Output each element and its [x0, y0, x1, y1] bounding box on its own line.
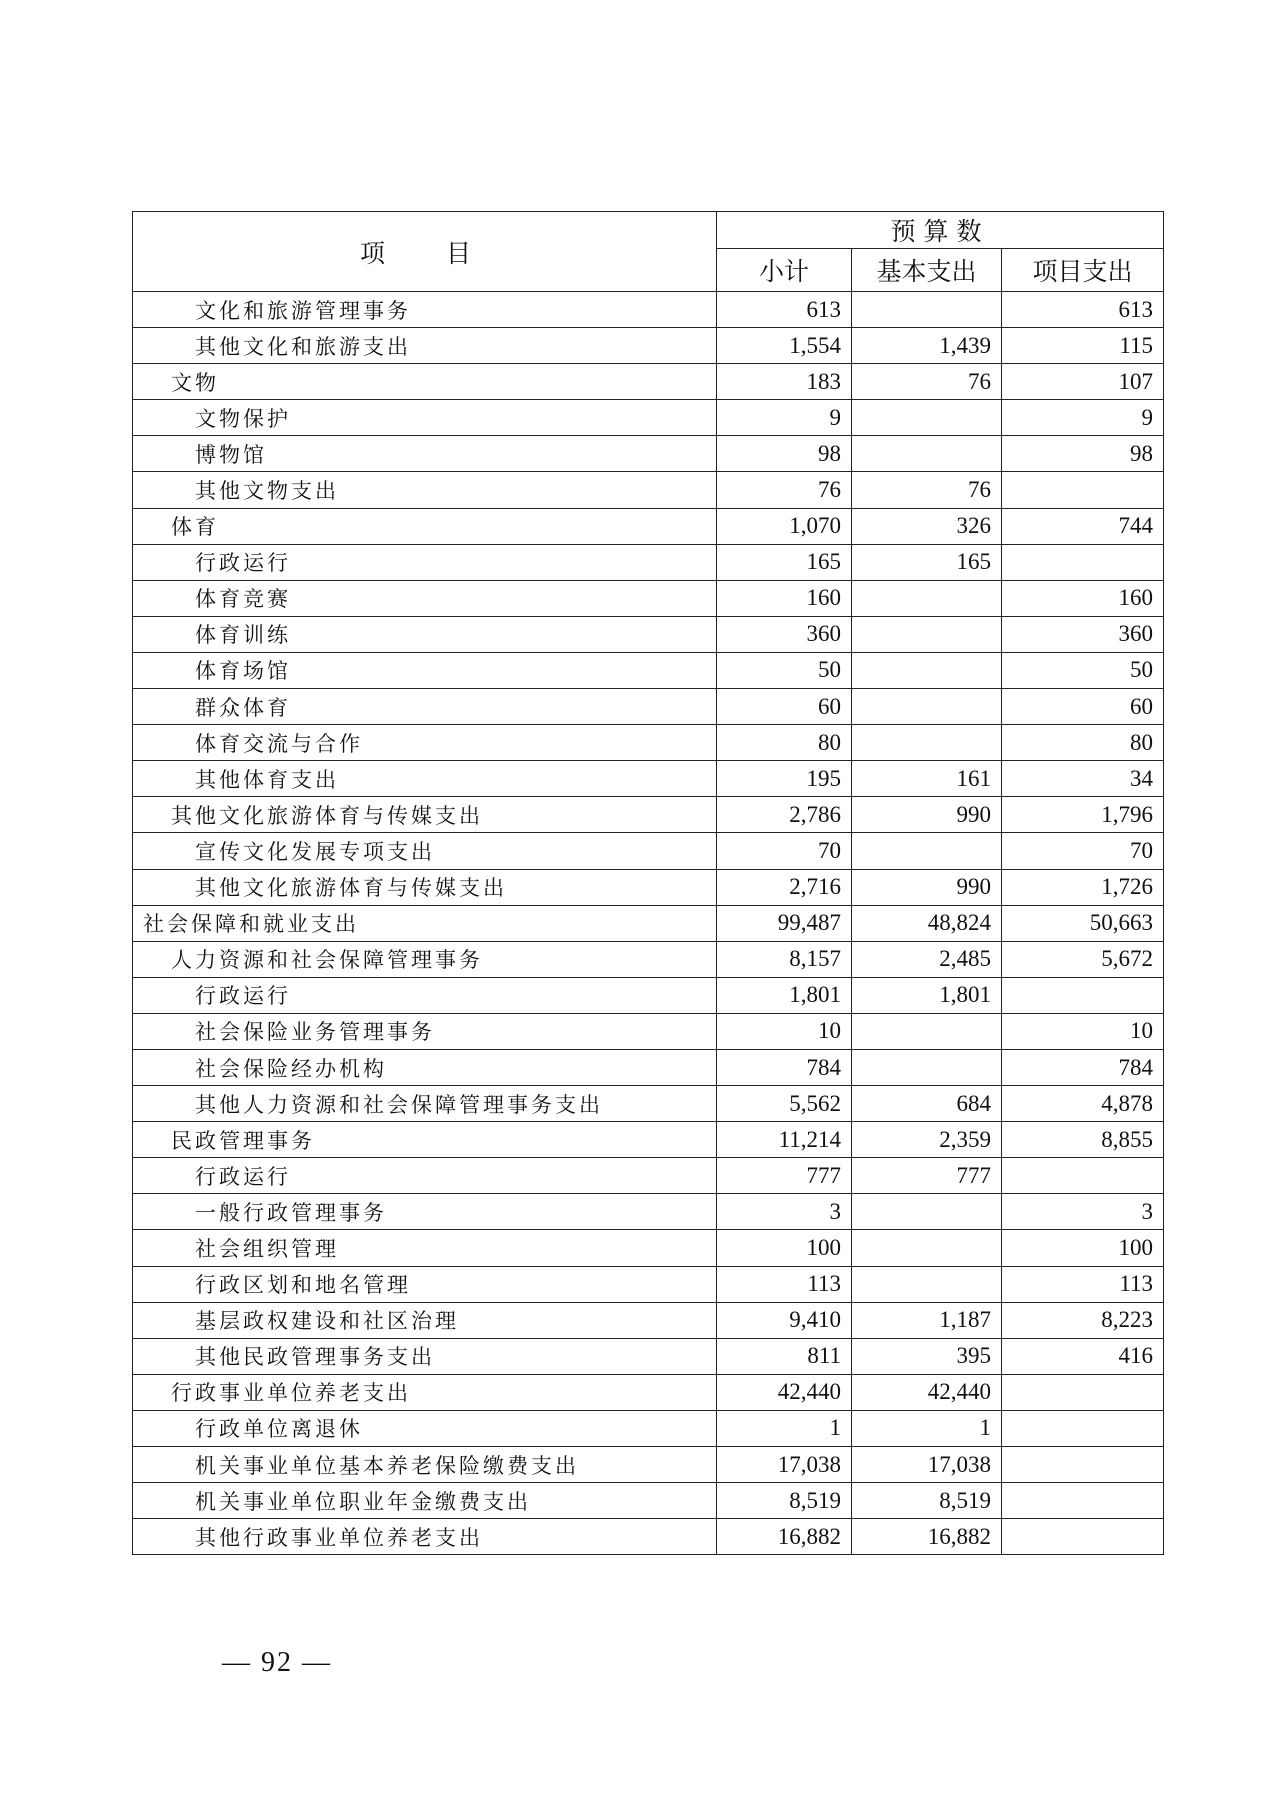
row-project-value — [1002, 1483, 1164, 1519]
row-project-value: 50 — [1002, 652, 1164, 688]
table-row — [133, 1410, 1164, 1446]
row-item-name: 其他体育支出 — [133, 761, 717, 797]
row-item-name: 人力资源和社会保障管理事务 — [133, 941, 717, 977]
row-project-value: 98 — [1002, 436, 1164, 472]
row-item-name: 其他行政事业单位养老支出 — [133, 1519, 717, 1555]
row-basic-value: 48,824 — [852, 905, 1002, 941]
row-project-value: 10 — [1002, 1013, 1164, 1049]
row-subtotal-value: 360 — [717, 616, 852, 652]
row-basic-value — [852, 292, 1002, 328]
row-basic-value: 990 — [852, 869, 1002, 905]
table-row — [133, 292, 1164, 328]
row-project-value: 360 — [1002, 616, 1164, 652]
row-subtotal-value: 76 — [717, 472, 852, 508]
row-project-value: 1,796 — [1002, 797, 1164, 833]
row-item-name: 行政单位离退休 — [133, 1410, 717, 1446]
row-subtotal-value: 784 — [717, 1049, 852, 1085]
table-row — [133, 436, 1164, 472]
row-project-value — [1002, 1374, 1164, 1410]
row-project-value: 744 — [1002, 508, 1164, 544]
row-basic-value: 2,359 — [852, 1122, 1002, 1158]
row-item-name: 体育竞赛 — [133, 580, 717, 616]
table-row — [133, 1266, 1164, 1302]
row-item-name: 其他文物支出 — [133, 472, 717, 508]
row-subtotal-value: 100 — [717, 1230, 852, 1266]
row-basic-value: 395 — [852, 1338, 1002, 1374]
row-project-value: 8,855 — [1002, 1122, 1164, 1158]
table-row — [133, 1447, 1164, 1483]
row-basic-value — [852, 1230, 1002, 1266]
row-item-name: 行政事业单位养老支出 — [133, 1374, 717, 1410]
row-basic-value: 1,801 — [852, 977, 1002, 1013]
table-row — [133, 869, 1164, 905]
row-subtotal-value: 195 — [717, 761, 852, 797]
row-basic-value: 326 — [852, 508, 1002, 544]
row-basic-value: 777 — [852, 1158, 1002, 1194]
table-row — [133, 905, 1164, 941]
row-basic-value: 161 — [852, 761, 1002, 797]
row-basic-value — [852, 1013, 1002, 1049]
row-basic-value — [852, 725, 1002, 761]
row-item-name: 其他文化和旅游支出 — [133, 328, 717, 364]
row-project-value: 113 — [1002, 1266, 1164, 1302]
row-basic-value — [852, 833, 1002, 869]
row-subtotal-value: 9 — [717, 400, 852, 436]
row-basic-value: 990 — [852, 797, 1002, 833]
table-row — [133, 472, 1164, 508]
row-basic-value — [852, 1266, 1002, 1302]
row-item-name: 其他文化旅游体育与传媒支出 — [133, 797, 717, 833]
table-row — [133, 400, 1164, 436]
row-subtotal-value: 2,786 — [717, 797, 852, 833]
row-project-value: 70 — [1002, 833, 1164, 869]
row-basic-value: 76 — [852, 364, 1002, 400]
row-basic-value: 76 — [852, 472, 1002, 508]
row-basic-value: 1,187 — [852, 1302, 1002, 1338]
row-project-value: 4,878 — [1002, 1086, 1164, 1122]
row-basic-value: 16,882 — [852, 1519, 1002, 1555]
table-row — [133, 1338, 1164, 1374]
table-row — [133, 1230, 1164, 1266]
row-item-name: 民政管理事务 — [133, 1122, 717, 1158]
row-project-value — [1002, 977, 1164, 1013]
row-item-name: 体育训练 — [133, 616, 717, 652]
header-budget-group: 预算数 — [717, 212, 1164, 249]
row-subtotal-value: 811 — [717, 1338, 852, 1374]
row-item-name: 行政区划和地名管理 — [133, 1266, 717, 1302]
table-row — [133, 1374, 1164, 1410]
row-basic-value — [852, 1049, 1002, 1085]
table-row — [133, 364, 1164, 400]
row-subtotal-value: 60 — [717, 689, 852, 725]
table-header — [133, 212, 1164, 292]
row-basic-value — [852, 689, 1002, 725]
row-subtotal-value: 9,410 — [717, 1302, 852, 1338]
row-item-name: 体育 — [133, 508, 717, 544]
row-project-value: 5,672 — [1002, 941, 1164, 977]
header-project-expenditure: 项目支出 — [1002, 249, 1164, 292]
row-item-name: 社会组织管理 — [133, 1230, 717, 1266]
table-row — [133, 1122, 1164, 1158]
row-item-name: 体育场馆 — [133, 652, 717, 688]
row-subtotal-value: 42,440 — [717, 1374, 852, 1410]
row-basic-value — [852, 652, 1002, 688]
row-basic-value: 1,439 — [852, 328, 1002, 364]
row-project-value: 9 — [1002, 400, 1164, 436]
row-project-value — [1002, 472, 1164, 508]
row-subtotal-value: 16,882 — [717, 1519, 852, 1555]
row-item-name: 机关事业单位职业年金缴费支出 — [133, 1483, 717, 1519]
row-project-value: 1,726 — [1002, 869, 1164, 905]
row-subtotal-value: 113 — [717, 1266, 852, 1302]
table-row — [133, 689, 1164, 725]
header-subtotal: 小计 — [717, 249, 852, 292]
row-subtotal-value: 1 — [717, 1410, 852, 1446]
row-basic-value — [852, 580, 1002, 616]
table-row — [133, 797, 1164, 833]
table-row — [133, 1049, 1164, 1085]
row-item-name: 行政运行 — [133, 977, 717, 1013]
table-row — [133, 1302, 1164, 1338]
row-item-name: 群众体育 — [133, 689, 717, 725]
row-subtotal-value: 1,070 — [717, 508, 852, 544]
table-row — [133, 544, 1164, 580]
row-item-name: 博物馆 — [133, 436, 717, 472]
row-basic-value: 17,038 — [852, 1447, 1002, 1483]
table-row — [133, 1158, 1164, 1194]
page-number: — 92 — — [222, 1647, 332, 1678]
table-row — [133, 1519, 1164, 1555]
row-subtotal-value: 1,554 — [717, 328, 852, 364]
row-project-value — [1002, 1519, 1164, 1555]
row-subtotal-value: 160 — [717, 580, 852, 616]
row-subtotal-value: 70 — [717, 833, 852, 869]
row-subtotal-value: 1,801 — [717, 977, 852, 1013]
row-basic-value — [852, 1194, 1002, 1230]
row-basic-value — [852, 616, 1002, 652]
row-subtotal-value: 17,038 — [717, 1447, 852, 1483]
row-basic-value: 165 — [852, 544, 1002, 580]
row-subtotal-value: 98 — [717, 436, 852, 472]
table-row — [133, 580, 1164, 616]
row-project-value: 416 — [1002, 1338, 1164, 1374]
row-project-value — [1002, 1410, 1164, 1446]
row-item-name: 行政运行 — [133, 1158, 717, 1194]
row-basic-value: 684 — [852, 1086, 1002, 1122]
row-item-name: 行政运行 — [133, 544, 717, 580]
row-subtotal-value: 2,716 — [717, 869, 852, 905]
row-basic-value — [852, 436, 1002, 472]
table-row — [133, 652, 1164, 688]
row-project-value: 8,223 — [1002, 1302, 1164, 1338]
row-project-value: 34 — [1002, 761, 1164, 797]
table-row — [133, 761, 1164, 797]
row-basic-value — [852, 400, 1002, 436]
table-row — [133, 941, 1164, 977]
row-item-name: 一般行政管理事务 — [133, 1194, 717, 1230]
row-item-name: 文物 — [133, 364, 717, 400]
header-basic-expenditure: 基本支出 — [852, 249, 1002, 292]
row-subtotal-value: 165 — [717, 544, 852, 580]
row-item-name: 机关事业单位基本养老保险缴费支出 — [133, 1447, 717, 1483]
row-project-value: 160 — [1002, 580, 1164, 616]
row-item-name: 其他人力资源和社会保障管理事务支出 — [133, 1086, 717, 1122]
table-body — [133, 292, 1164, 1555]
budget-table — [132, 211, 1164, 1555]
row-item-name: 其他民政管理事务支出 — [133, 1338, 717, 1374]
row-project-value: 60 — [1002, 689, 1164, 725]
row-subtotal-value: 613 — [717, 292, 852, 328]
table-row — [133, 833, 1164, 869]
row-project-value: 784 — [1002, 1049, 1164, 1085]
row-item-name: 社会保险业务管理事务 — [133, 1013, 717, 1049]
row-subtotal-value: 99,487 — [717, 905, 852, 941]
row-project-value — [1002, 1447, 1164, 1483]
row-item-name: 基层政权建设和社区治理 — [133, 1302, 717, 1338]
table-row — [133, 1483, 1164, 1519]
row-project-value: 107 — [1002, 364, 1164, 400]
row-project-value: 80 — [1002, 725, 1164, 761]
row-item-name: 其他文化旅游体育与传媒支出 — [133, 869, 717, 905]
row-subtotal-value: 10 — [717, 1013, 852, 1049]
table-row — [133, 1086, 1164, 1122]
row-basic-value: 42,440 — [852, 1374, 1002, 1410]
table-row — [133, 1194, 1164, 1230]
table-row — [133, 725, 1164, 761]
row-item-name: 社会保险经办机构 — [133, 1049, 717, 1085]
row-subtotal-value: 8,519 — [717, 1483, 852, 1519]
row-item-name: 社会保障和就业支出 — [133, 905, 717, 941]
table-row — [133, 616, 1164, 652]
row-item-name: 文物保护 — [133, 400, 717, 436]
row-subtotal-value: 183 — [717, 364, 852, 400]
row-basic-value: 1 — [852, 1410, 1002, 1446]
row-project-value: 3 — [1002, 1194, 1164, 1230]
row-project-value: 100 — [1002, 1230, 1164, 1266]
row-subtotal-value: 50 — [717, 652, 852, 688]
row-subtotal-value: 80 — [717, 725, 852, 761]
table-row — [133, 508, 1164, 544]
row-project-value — [1002, 544, 1164, 580]
row-basic-value: 2,485 — [852, 941, 1002, 977]
row-subtotal-value: 5,562 — [717, 1086, 852, 1122]
table-row — [133, 328, 1164, 364]
row-subtotal-value: 11,214 — [717, 1122, 852, 1158]
header-item: 项 目 — [133, 212, 717, 292]
row-item-name: 文化和旅游管理事务 — [133, 292, 717, 328]
row-subtotal-value: 8,157 — [717, 941, 852, 977]
table-row — [133, 1013, 1164, 1049]
row-project-value: 613 — [1002, 292, 1164, 328]
row-subtotal-value: 777 — [717, 1158, 852, 1194]
row-project-value — [1002, 1158, 1164, 1194]
row-project-value: 50,663 — [1002, 905, 1164, 941]
row-item-name: 宣传文化发展专项支出 — [133, 833, 717, 869]
row-item-name: 体育交流与合作 — [133, 725, 717, 761]
row-subtotal-value: 3 — [717, 1194, 852, 1230]
row-basic-value: 8,519 — [852, 1483, 1002, 1519]
row-project-value: 115 — [1002, 328, 1164, 364]
table-row — [133, 977, 1164, 1013]
